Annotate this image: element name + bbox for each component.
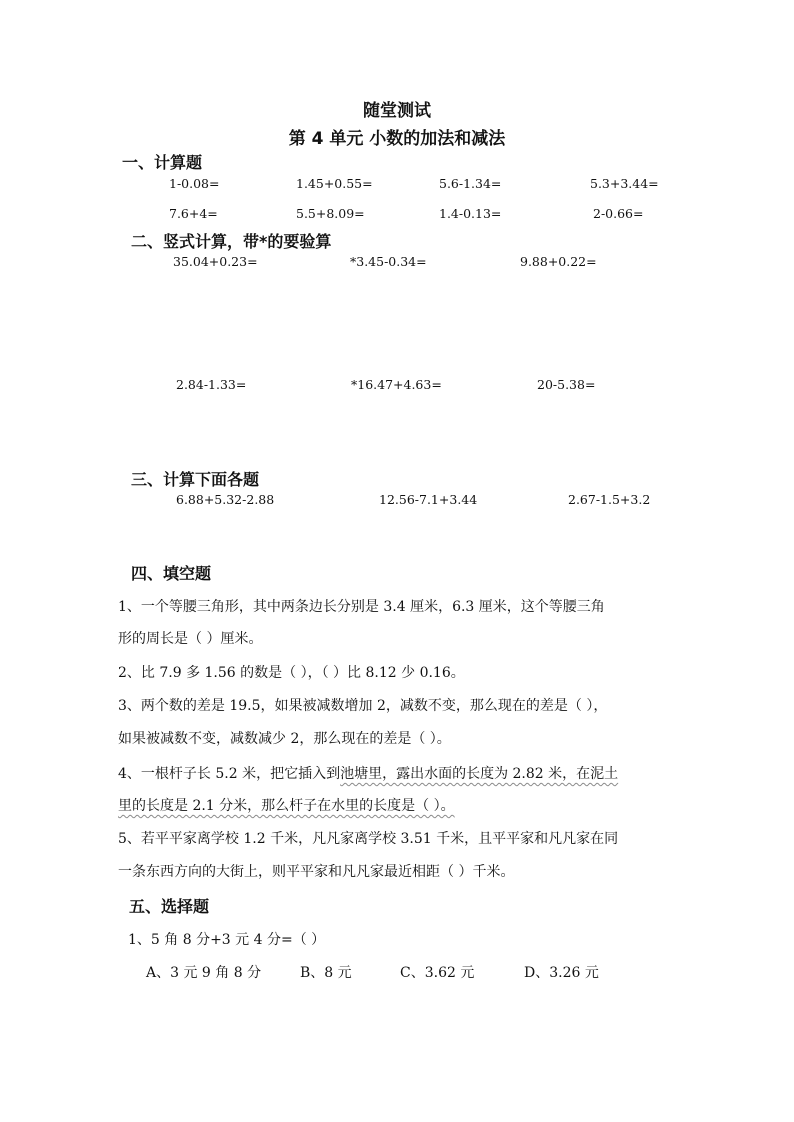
question-5-line-1: 5、若平平家离学校 1.2 千米，凡凡家离学校 3.51 千米，且平平家和凡凡家在同	[118, 831, 619, 847]
section-heading-4: 四、填空题	[131, 564, 212, 583]
exercise-item: 9.88+0.22=	[520, 254, 597, 269]
page-subtitle: 第 4 单元 小数的加法和减法	[288, 129, 506, 149]
choice-option-a: A、3 元 9 角 8 分	[146, 965, 262, 981]
exercise-item: 5.6-1.34=	[439, 176, 502, 191]
exercise-item: 2.67-1.5+3.2	[568, 492, 651, 507]
section-heading-2: 二、竖式计算，带*的要验算	[131, 232, 332, 251]
exercise-item: 20-5.38=	[537, 377, 596, 392]
exercise-item: 2.84-1.33=	[176, 377, 247, 392]
exercise-item: 1.4-0.13=	[439, 206, 502, 221]
exercise-item: 1-0.08=	[169, 176, 220, 191]
choice-option-c: C、3.62 元	[400, 965, 475, 981]
question-2: 2、比 7.9 多 1.56 的数是（ ），（ ）比 8.12 少 0.16。	[118, 665, 465, 681]
question-1-line-2: 形的周长是（ ）厘米。	[118, 631, 263, 647]
choice-option-b: B、8 元	[300, 965, 352, 981]
section-heading-3: 三、计算下面各题	[131, 470, 260, 489]
question-3-line-1: 3、两个数的差是 19.5，如果被减数增加 2，减数不变，那么现在的差是（ ），	[118, 698, 608, 714]
exercise-item: 35.04+0.23=	[173, 254, 258, 269]
question-4-line-2: 里的长度是 2.1 分米，那么杆子在水里的长度是（ ）。	[118, 798, 455, 814]
exercise-item: 5.5+8.09=	[296, 206, 365, 221]
section-heading-5: 五、选择题	[129, 897, 210, 916]
question-4-plain-text: 4、一根杆子长 5.2 米，把它插入到	[118, 766, 341, 782]
exercise-item: 12.56-7.1+3.44	[379, 492, 478, 507]
exercise-item: *16.47+4.63=	[351, 377, 442, 392]
exercise-item: 6.88+5.32-2.88	[176, 492, 275, 507]
exercise-item: *3.45-0.34=	[350, 254, 427, 269]
choice-question-1: 1、5 角 8 分+3 元 4 分=（ ）	[128, 932, 326, 948]
page-title: 随堂测试	[363, 101, 431, 121]
question-4-line-1	[118, 763, 618, 783]
question-1-line-1: 1、一个等腰三角形，其中两条边长分别是 3.4 厘米，6.3 厘米，这个等腰三角	[118, 599, 605, 615]
section-heading-1: 一、计算题	[122, 153, 203, 172]
question-5-line-2: 一条东西方向的大街上，则平平家和凡凡家最近相距（ ）千米。	[118, 864, 515, 880]
exercise-item: 1.45+0.55=	[296, 176, 373, 191]
exercise-item: 5.3+3.44=	[590, 176, 659, 191]
question-3-line-2: 如果被减数不变，减数减少 2，那么现在的差是（ ）。	[118, 731, 451, 747]
exercise-item: 2-0.66=	[593, 206, 644, 221]
exercise-item: 7.6+4=	[169, 206, 218, 221]
question-4-wavy-text: 池塘里，露出水面的长度为 2.82 米，在泥土	[340, 766, 619, 782]
choice-option-d: D、3.26 元	[524, 965, 599, 981]
